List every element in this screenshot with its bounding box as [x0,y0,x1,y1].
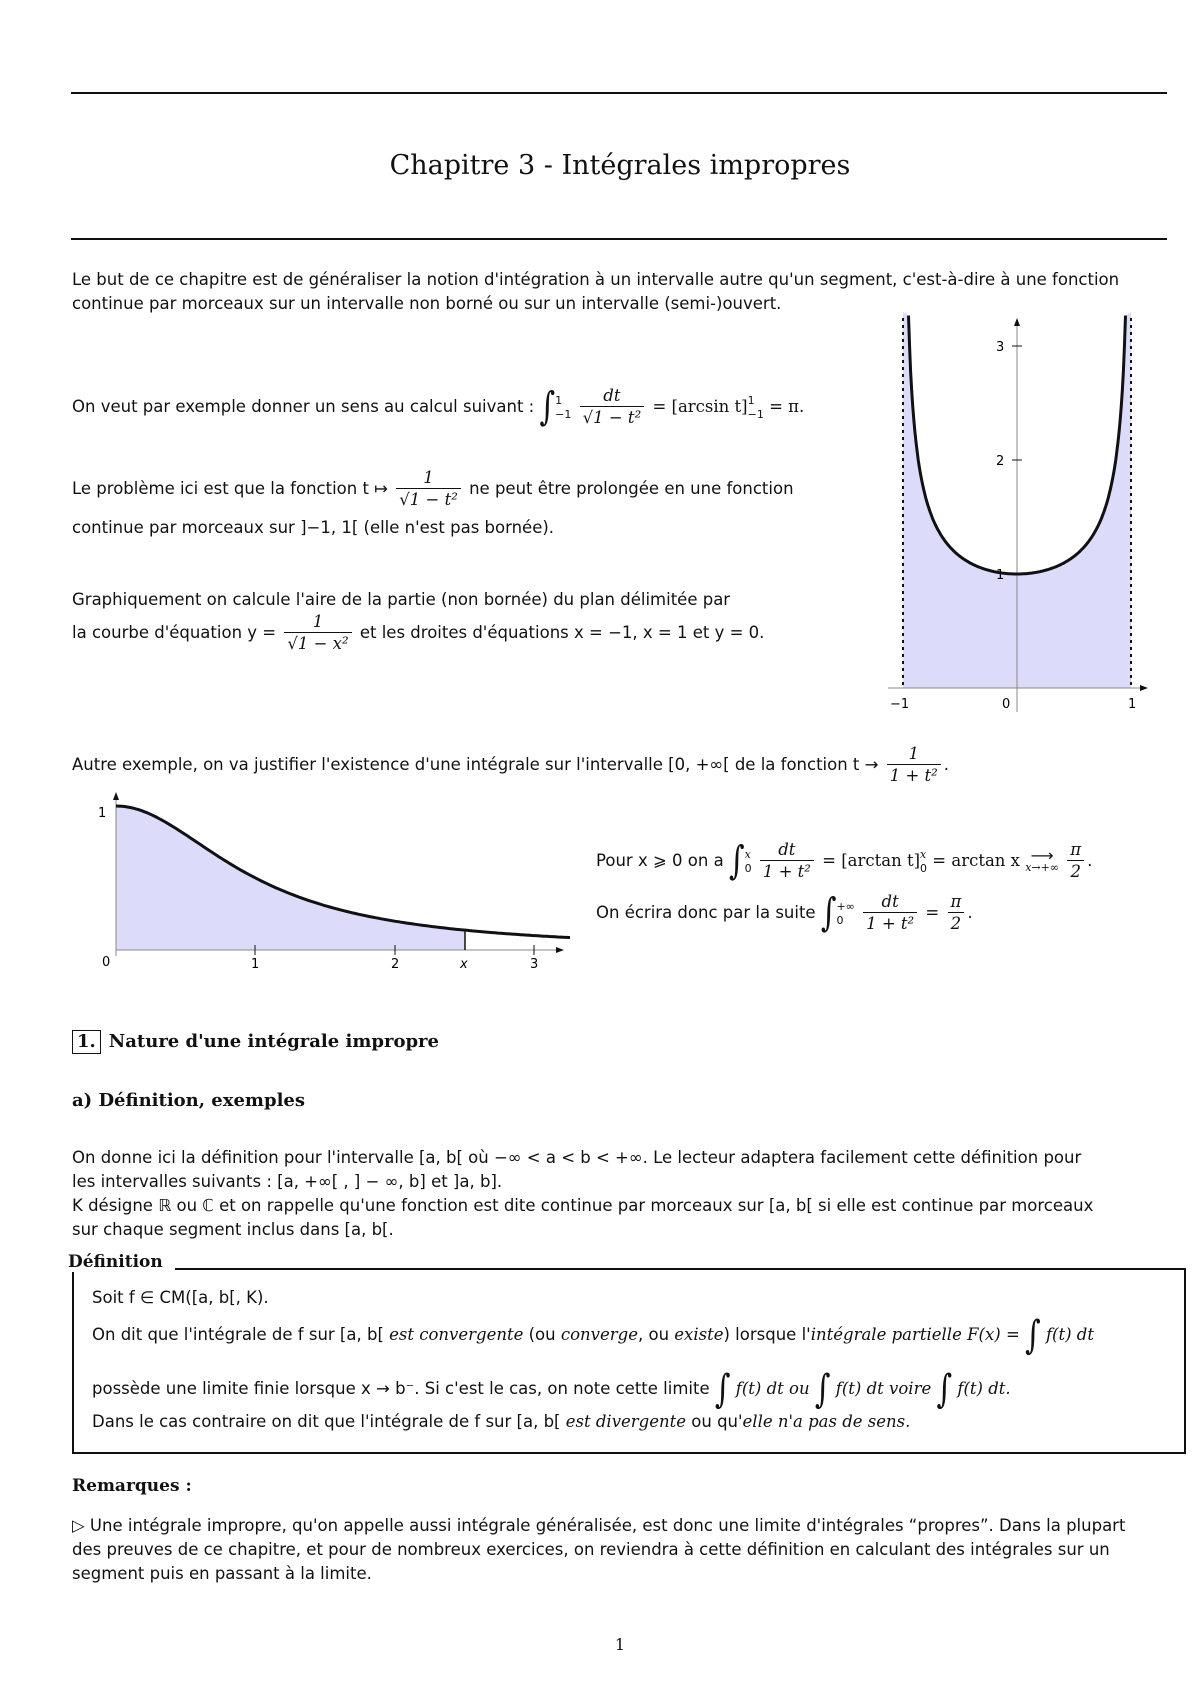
remarques-line-1: ▷ Une intégrale impropre, qu'on appelle aussi intégrale généralisée, est donc une limite d'intégrales “propres”. Dans la plupart [72,1516,1126,1535]
def-intro-line-2: les intervalles suivants : [a, +∞[ , ] − ∞, b] et ]a, b]. [72,1172,503,1191]
y-axis-arrow [113,792,119,800]
remarques-line-2: des preuves de ce chapitre, et pour de nombreux exercices, on reviendra à cette définition en calculant des intégrales sur un [72,1540,1110,1559]
problem-fraction: $\frac{1}{\text{√1 − t²}}$ [396,468,461,511]
xtick-label-0: 0 [1002,697,1011,712]
ecrira-line: On écrira donc par la suite ∫ +∞ 0 $\frac{dt}{\text{1 + t²}}$ = $\frac{\pi}{2}$ . [596,890,973,936]
ytick-label-1: 1 [996,568,1005,583]
ytick-label-1: 1 [98,806,107,821]
subsection-a-heading: a) Définition, exemples [72,1090,305,1111]
section-1-heading [72,1030,439,1054]
def-intro-line-3: K désigne ℝ ou ℂ et on rappelle qu'une fonction est dite continue par morceaux sur [a, b[ si elle est continue par morceaux [72,1196,1094,1215]
xtick-label-3: 3 [530,957,539,970]
example1-result-mid: = [arcsin t] [652,397,748,416]
xtick-label-1: 1 [1128,697,1137,712]
xtick-label-1: 1 [251,957,260,970]
remarques-label: Remarques : [72,1476,192,1496]
ytick-label-3: 3 [996,340,1005,355]
problem-line-2: continue par morceaux sur ]−1, 1[ (elle n'est pas bornée). [72,518,555,537]
definition-line-4: Dans le cas contraire on dit que l'intégrale de f sur [a, b[ est divergente ou qu'elle n'a pas de sens. [92,1412,911,1431]
title-rule [71,238,1167,240]
def-intro-line-1: On donne ici la définition pour l'intervalle [a, b[ où −∞ < a < b < +∞. Le lecteur adaptera facilement cette définition pour [72,1148,1082,1167]
intro-line-2: continue par morceaux sur un intervalle non borné ou sur un intervalle (semi-)ouvert. [72,294,782,313]
definition-line-1: Soit f ∈ CM([a, b[, K). [92,1288,269,1307]
xtick-label-neg1: −1 [890,697,910,712]
example1-line: On veut par exemple donner un sens au calcul suivant : ∫ 1 −1 $\frac{dt}{\text{√1 − t²}}$ = [arcsin t] 1 −1 = π. [72,384,805,430]
pour-line: Pour x ⩾ 0 on a ∫ x 0 $\frac{dt}{\text{1 + t²}}$ = [arctan t] x 0 = arctan x ⟶ x→+∞ $\frac{\pi}{2}$ . [596,838,1093,884]
xtick-label-x: x [460,957,468,970]
example1-text: On veut par exemple donner un sens au calcul suivant : [72,397,535,416]
definition-line-3: possède une limite finie lorsque x → b⁻. Si c'est le cas, on note cette limite ∫ f(t) dt ou ∫ f(t) dt voire ∫ f(t) dt. [92,1366,1011,1413]
chart-arctan [90,790,570,970]
graph-fraction: $\frac{1}{\text{√1 − x²}}$ [284,612,351,655]
chart2-area [116,806,465,950]
top-rule [71,92,1167,94]
graph-text-line-2: la courbe d'équation y = $\frac{1}{\text{√1 − x²}}$ et les droites d'équations x = −1, x = 1 et y = 0. [72,612,765,653]
def-intro-line-4: sur chaque segment inclus dans [a, b[. [72,1220,394,1239]
example2-fraction: $\frac{1}{\text{1 + t²}}$ [887,744,941,787]
section-number: 1. [72,1030,101,1054]
integral-limits: 1 −1 [555,393,572,421]
page-number: 1 [614,1635,626,1654]
example1-result-end: = π. [769,397,805,416]
ytick-label-2: 2 [996,454,1005,469]
definition-line-2: On dit que l'intégrale de f sur [a, b[ est convergente (ou converge, ou existe) lorsque l'intégrale partielle F(x) = ∫ f(t) dt [92,1312,1095,1359]
definition-label: Définition [68,1252,175,1272]
graph-text-line-1: Graphiquement on calcule l'aire de la partie (non bornée) du plan délimitée par [72,590,731,609]
x-axis-arrow [556,947,564,953]
x-axis-arrow [1140,685,1148,691]
problem-line-1: Le problème ici est que la fonction t ↦ $\frac{1}{\text{√1 − t²}}$ ne peut être prolongée en une fonction [72,468,794,509]
example2-line: Autre exemple, on va justifier l'existence d'une intégrale sur l'intervalle [0, +∞[ de la fonction t → $\frac{1}{\text{1 + t²}}$ . [72,744,950,785]
xtick-label-0: 0 [102,955,111,970]
intro-line-1: Le but de ce chapitre est de généraliser la notion d'intégration à un intervalle autre qu'un segment, c'est-à-dire à une fonction [72,270,1120,289]
page-title: Chapitre 3 - Intégrales impropres [389,150,851,181]
section-title: Nature d'une intégrale impropre [108,1031,439,1052]
example1-fraction: $\frac{dt}{\text{√1 − t²}}$ [580,386,645,429]
integral-sign: ∫ [539,384,556,430]
remarques-line-3: segment puis en passant à la limite. [72,1564,372,1583]
y-axis-arrow [1014,318,1020,326]
chart-arcsin [878,310,1168,720]
xtick-label-2: 2 [391,957,400,970]
